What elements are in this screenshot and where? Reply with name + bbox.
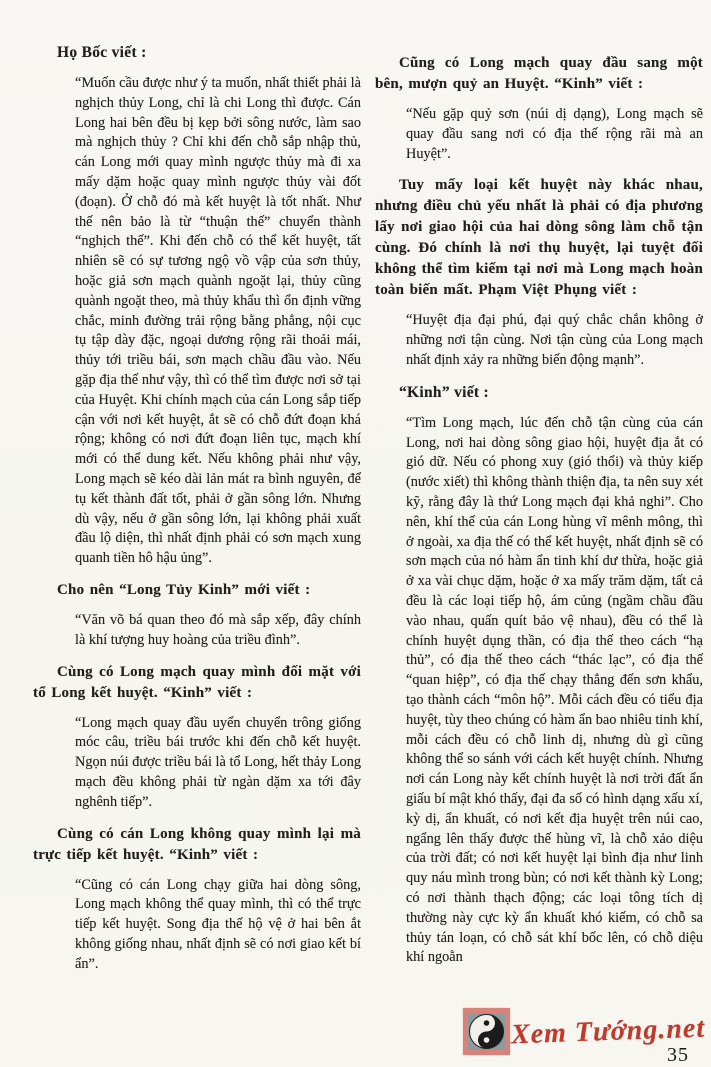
left-column [33,42,361,985]
quote-block: “Muốn cầu được như ý ta muốn, nhất thiết phải là nghịch thủy Long, chỉ là chi Long thì được. Cán Long hai bên đều bị kẹp bởi sông nước, làm sao mà nghịch thủy ? Chỉ khi đến chỗ sắp nhập thủ, cán Long mới quay mình ngược thủy mà đi xa mấy dặm hoặc quay mình ngược thủy vài đốt (đoạn). Ở chỗ đó mà kết huyệt là tốt nhất. Như thế nên bảo là từ “thuận thế” chuyển thành “nghịch thế”. Khi đến chỗ có thể kết huyệt, tất nhiên sẽ có sự tương ngộ vồ vập của sơn thủy, hoặc giả sơn mạch quành ngoặt lại, thủy cũng quành ngoặt theo, mà thủy khẩu thì ổn định vững chắc, minh đường trải rộng bằng phẳng, nội cục tụ tập dày đặc, ngoại dương rộng rãi thoải mái, thủy tới triều bái, sơn mạch chầu đầu vào. Nếu gặp địa thế như vậy, thì có thể tìm được nơi sở tại của Huyệt. Khi chính mạch của cán Long sắp tiếp cận với nơi kết huyệt, ắt sẽ có chỗ đứt đoạn khá rộng; không có nơi đứt đoạn liên tục, mạch khí mới có thể dung kết. Nếu không phải như vậy, Long mạch sẽ kéo dài lản mát ra bình nguyên, để tụ kết thành đất tốt, phải ở gần sông lớn. Nhưng dù vậy, nếu ở gần sông lớn, lại không phải xuất đầu lộ diện, thì nhất định phải có sơn mạch xung quanh tiền hô hậu ủng”. [75,75,361,567]
lead-paragraph-doi-mat: Cùng có Long mạch quay mình đối mặt với tổ Long kết huyệt. “Kinh” viết : [33,663,361,701]
quote-block: “Tìm Long mạch, lúc đến chỗ tận cùng của cán Long, nơi hai dòng sông giao hội, huyệt địa ắt có gió dữ. Nếu có phong xuy (gió thổi) và thủy kiếp (nước xiết) thì không thành thiện địa, ta nên suy xét kỹ, rằng đây là thứ Long mạch đại khả nghi”. Cho nên, khí thế của cán Long hùng vĩ mênh mông, thì ở ngoài, xa địa thế có thể kết huyệt, nhất định sẽ có sơn mạch của nó hàm ẩn tinh khí dư thừa, hoặc giả ở xa vài chục dặm, hoặc ở xa mấy trăm dặm, tất cả đều là các loại tiếp hộ, ám củng (ngầm chầu đầu vào nhau, quấn quít bảo vệ nhau), đều có thể là chính huyệt dụng thần, có địa thế theo cách “hạ thủ”, có địa thế theo cách “thác lạc”, có địa thế “quan hiệp”, có địa thế chạy thẳng đến sơn khẩu, tạo thành cách “môn hộ”. Mỗi cách đều có tiểu địa huyệt, tùy theo chúng có hàm ẩn bao nhiêu tinh khí, mỗi cách đều có chỗ linh dị, nhưng dù gì cũng không thể so sánh với cách kết huyệt chính. Nhưng nơi cán Long này kết chính huyệt là nơi trời đất ẩn giấu bí mật khó thấy, đại đa số có hình dạng xấu xí, kỳ dị, ẩn khuất, có nơi kết địa huyệt trên núi cao, ngẩng lên thấy được thế hùng vĩ, là chỗ xảo diệu của trời đất; có nơi kết huyệt lại bình địa như linh quy náu mình trong bùn; có nơi kết thành kỳ Long; có nơi thành thạch động; các loại tông tích dị thường này cực kỳ ẩn khuất khó kiếm, có chỗ sa thủy tán loạn, có chỗ sát khí bốc lên, có chỗ diệu khí ngoằn [406,414,703,966]
quote-block: “Văn võ bá quan theo đó mà sắp xếp, đây chính là khí tượng huy hoàng của triều đình”. [75,611,361,648]
two-column-text-area [33,42,703,985]
watermark-text: Xem Tướng.net [510,1012,706,1050]
quote-block: “Nếu gặp quỷ sơn (núi dị dạng), Long mạch sẽ quay đầu sang nơi có địa thế rộng rãi mà an Huyệt”. [406,106,703,162]
lead-paragraph-khong-quay: Cùng có cán Long không quay mình lại mà trực tiếp kết huyệt. “Kinh” viết : [33,825,361,863]
yin-yang-icon [463,1008,510,1055]
lead-paragraph-quay-dau: Cũng có Long mạch quay đầu sang một bên, mượn quỷ an Huyệt. “Kinh” viết : [375,55,703,92]
section-heading-ho-boc: Họ Bốc viết : [57,44,147,61]
quote-block: “Huyệt địa đại phú, đại quý chắc chắn không ở những nơi tận cùng. Nơi tận cùng của Long mạch nhất định xảy ra những biến động mạnh”. [406,312,703,368]
quote-block: “Long mạch quay đầu uyển chuyển trông giống móc câu, triều bái trước khi đến chỗ kết huyệt. Ngọn núi được triều bái là tổ Long, hết thảy Long mạch đều không phải từ ngàn dặm xa tới đây nghênh tiếp”. [75,714,361,810]
page-number: 35 [667,1044,689,1066]
quote-block: “Cũng có cán Long chạy giữa hai dòng sông, Long mạch không thể quay mình, thì có thể trực tiếp kết huyệt. Song địa thế hộ vệ ở hai bên ắt không giống nhau, nhất định sẽ có nơi giao kết bí ẩn”. [75,876,361,972]
section-heading-kinh-viet: “Kinh” viết : [399,383,490,401]
lead-paragraph-tuy-may-loai: Tuy mấy loại kết huyệt này khác nhau, nhưng điều chủ yếu nhất là phải có địa phương lấy nơi giao hội của hai dòng sông làm chỗ tận cùng. Đó chính là nơi thụ huyệt, lại tuyệt đối không thể tìm kiếm tại nơi mà Long mạch hoàn toàn biến mất. Phạm Việt Phụng viết : [375,177,703,299]
right-column [375,42,703,985]
lead-paragraph-long-tuy-kinh: Cho nên “Long Tủy Kinh” mới viết : [57,581,311,598]
